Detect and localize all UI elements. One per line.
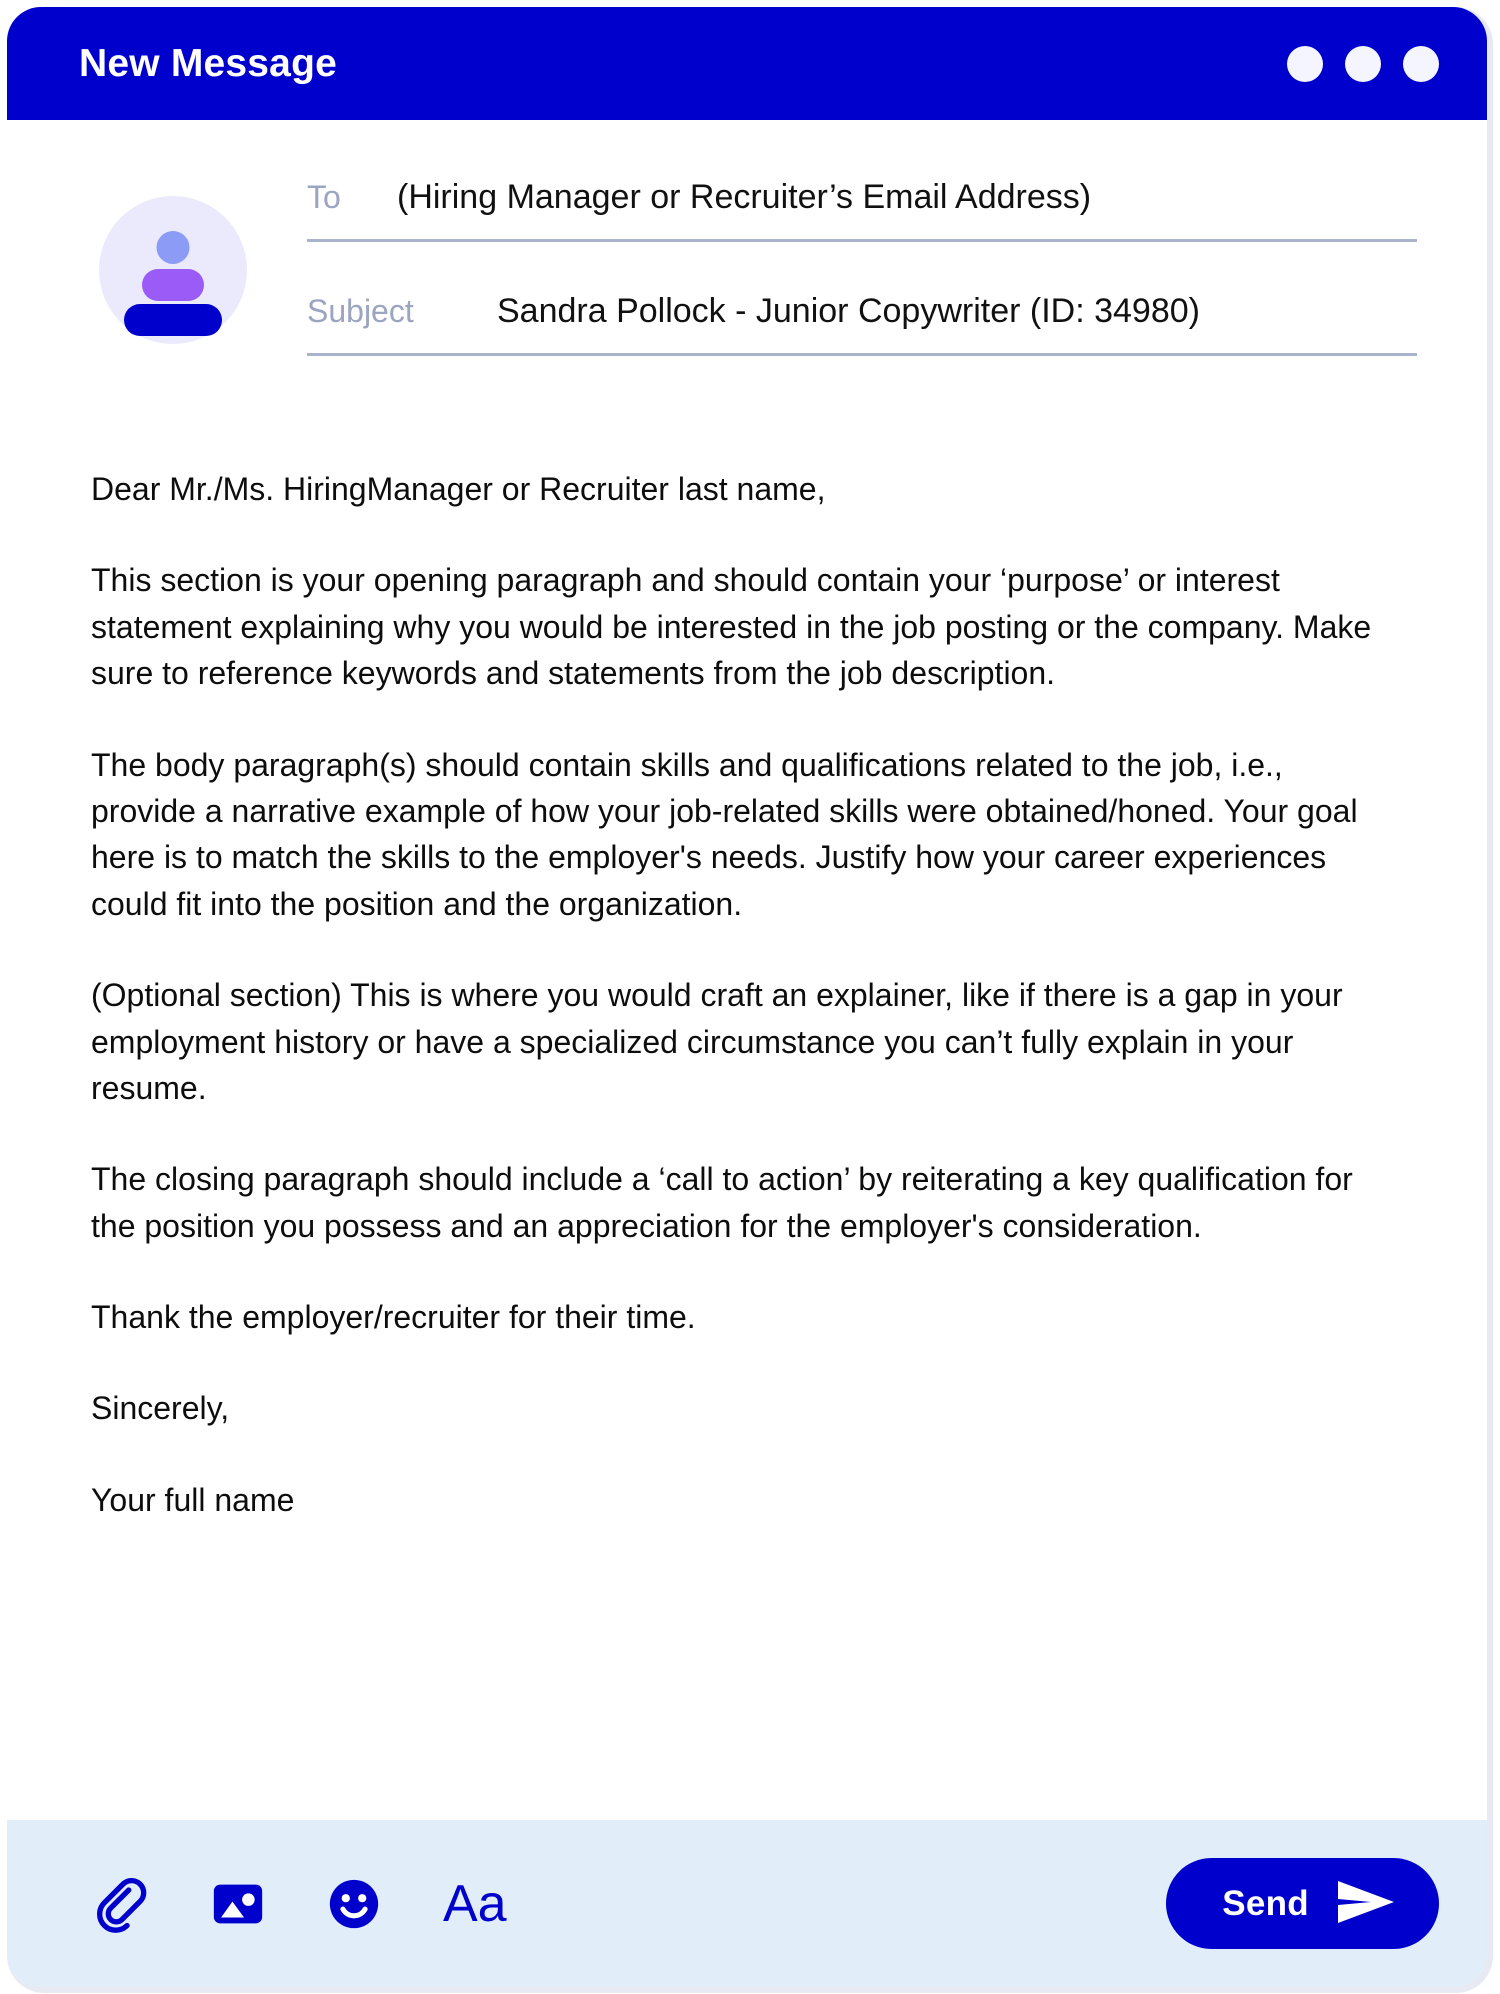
body-paragraph-closing: The closing paragraph should include a ‘call to action’ by reiterating a key qualification for the position you possess and an appreciation for the employer's consideration. <box>91 1161 1353 1244</box>
compose-footer-toolbar <box>7 1820 1487 1987</box>
avatar-head-shape <box>157 231 190 264</box>
recipient-area <box>7 120 1487 356</box>
insert-image-icon[interactable] <box>207 1873 269 1935</box>
send-button-label: Send <box>1222 1883 1309 1923</box>
recipient-fields <box>307 178 1417 356</box>
window-controls <box>1287 46 1439 82</box>
user-avatar-icon <box>99 196 247 344</box>
compose-message-window <box>7 7 1487 1987</box>
subject-field-label: Subject <box>307 293 414 329</box>
toolbar-icon-group <box>91 1873 511 1935</box>
insert-emoji-icon[interactable] <box>323 1873 385 1935</box>
to-field-label: To <box>307 179 341 215</box>
avatar-base-shape <box>124 304 222 336</box>
page-title: New Message <box>79 41 337 85</box>
body-paragraph-thanks: Thank the employer/recruiter for their time. <box>91 1299 696 1336</box>
to-input[interactable]: (Hiring Manager or Recruiter’s Email Address) <box>397 178 1092 216</box>
window-close-dot[interactable] <box>1403 46 1439 82</box>
avatar-torso-shape <box>142 269 204 301</box>
body-paragraph-signoff: Sincerely, <box>91 1390 230 1427</box>
attach-file-icon[interactable] <box>91 1873 153 1935</box>
window-titlebar <box>7 7 1487 120</box>
paper-plane-icon <box>1335 1878 1397 1929</box>
subject-field-row[interactable] <box>307 292 1417 356</box>
body-paragraph-greeting: Dear Mr./Ms. HiringManager or Recruiter last name, <box>91 471 826 507</box>
window-maximize-dot[interactable] <box>1345 46 1381 82</box>
body-paragraph-optional: (Optional section) This is where you would craft an explainer, like if there is a gap in your employment history or have a specialized circumstance you can’t fully explain in your resume. <box>91 977 1343 1106</box>
message-body-editor[interactable] <box>7 356 1487 1820</box>
body-paragraph-signature: Your full name <box>91 1481 295 1518</box>
body-paragraph-opening: This section is your opening paragraph and should contain your ‘purpose’ or interest statement explaining why you would be interested in the job posting or the company. Make sure to reference keywords and statements from the job description. <box>91 562 1372 692</box>
to-field-row[interactable] <box>307 178 1417 242</box>
send-button[interactable] <box>1166 1858 1439 1949</box>
text-format-icon[interactable]: Aa <box>443 1874 507 1933</box>
body-paragraph-main: The body paragraph(s) should contain skills and qualifications related to the job, i.e., provide a narrative example of how your job-related skills were obtained/honed. Your goal here is to match the skills to the employer's needs. Justify how your career experiences could fit into the position and the organization. <box>91 746 1358 922</box>
subject-input[interactable]: Sandra Pollock - Junior Copywriter (ID: 34980) <box>497 292 1200 330</box>
window-minimize-dot[interactable] <box>1287 46 1323 82</box>
